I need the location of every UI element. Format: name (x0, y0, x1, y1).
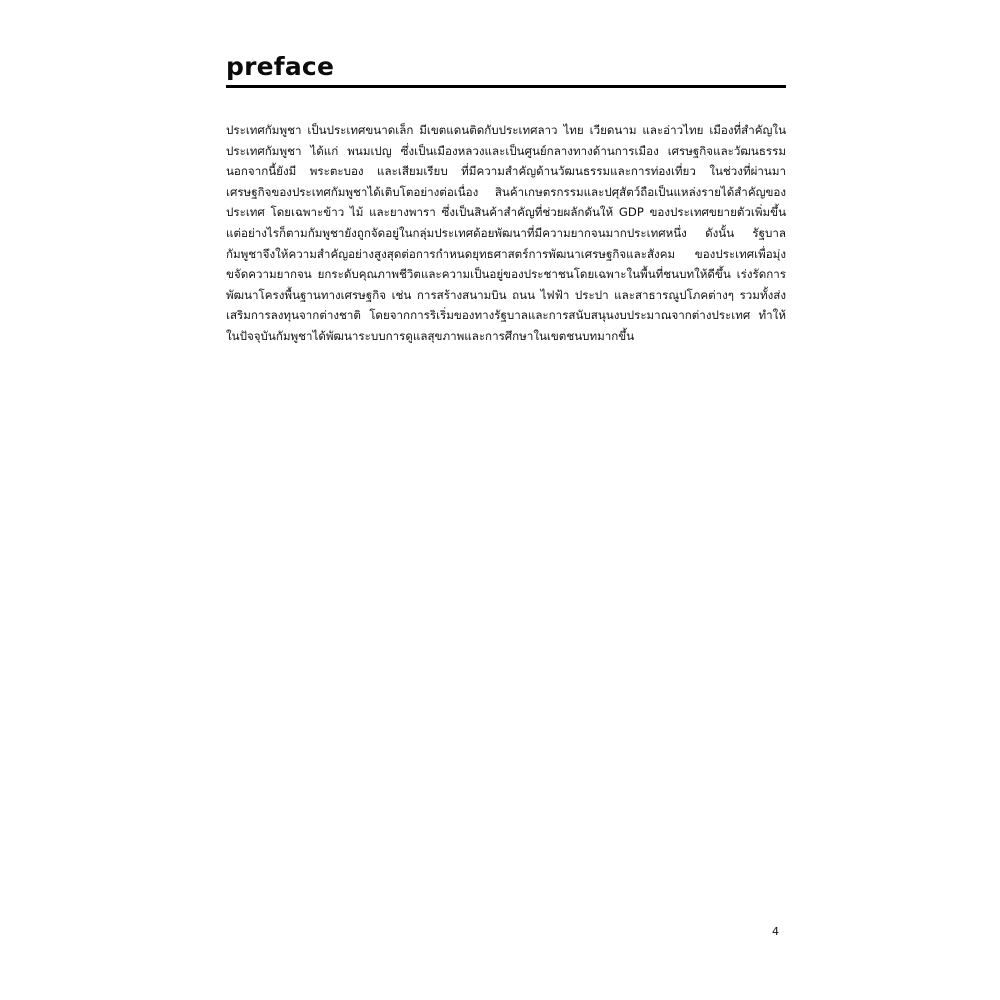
page-number: 4 (772, 925, 779, 938)
page-title: preface (226, 52, 335, 81)
page-content (226, 52, 786, 358)
preface-heading-block (226, 52, 786, 92)
preface-body-paragraph: ประเทศกัมพูชา เป็นประเทศขนาดเล็ก มีเขตแดนติดกับประเทศลาว ไทย เวียดนาม และอ่าวไทย เมืองที่สำคัญในประเทศกัมพูชา ได้แก่ พนมเปญ ซึ่งเป็นเมืองหลวงและเป็นศูนย์กลางทางด้านการเมือง เศรษฐกิจและวัฒนธรรม นอกจากนี้ยังมี พระตะบอง และเสียมเรียบ ที่มีความสำคัญด้านวัฒนธรรมและการท่องเที่ยว ในช่วงที่ผ่านมาเศรษฐกิจของประเทศกัมพูชาได้เติบโตอย่างต่อเนื่อง สินค้าเกษตรกรรมและปศุสัตว์ถือเป็นแหล่งรายได้สำคัญของประเทศ โดยเฉพาะข้าว ไม้ และยางพารา ซึ่งเป็นสินค้าสำคัญที่ช่วยผลักดันให้ GDP ของประเทศขยายตัวเพิ่มขึ้น แต่อย่างไรก็ตามกัมพูชายังถูกจัดอยู่ในกลุ่มประเทศด้อยพัฒนาที่มีความยากจนมากประเทศหนึ่ง ดังนั้น รัฐบาลกัมพูชาจึงให้ความสำคัญอย่างสูงสุดต่อการกำหนดยุทธศาสตร์การพัฒนาเศรษฐกิจและสังคม ของประเทศเพื่อมุ่งขจัดความยากจน ยกระดับคุณภาพชีวิตและความเป็นอยู่ของประชาชนโดยเฉพาะในพื้นที่ชนบทให้ดีขึ้น เร่งรัดการพัฒนาโครงพื้นฐานทางเศรษฐกิจ เช่น การสร้างสนามบิน ถนน ไฟฟ้า ประปา และสาธารณูปโภคต่างๆ รวมทั้งส่งเสริมการลงทุนจากต่างชาติ โดยจากการริเริ่มของทางรัฐบาลและการสนับสนุนงบประมาณจากต่างประเทศ ทำให้ในปัจจุบันกัมพูชาได้พัฒนาระบบการดูแลสุขภาพและการศึกษาในเขตชนบทมากขึ้น (226, 123, 786, 343)
heading-underline-rule (226, 85, 786, 88)
